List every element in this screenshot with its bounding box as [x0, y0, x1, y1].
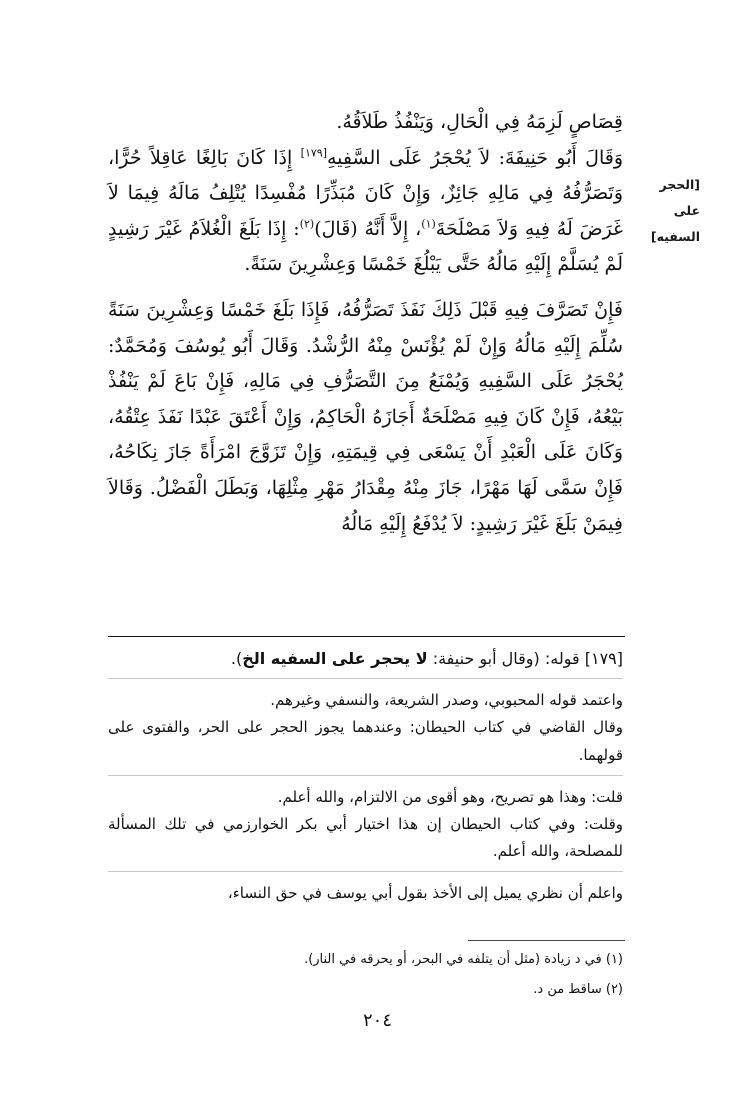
- footnote-1: [108, 945, 623, 975]
- footnotes: [108, 945, 623, 1005]
- footnote-divider: [468, 940, 625, 941]
- commentary-reference: [١٧٩]: [300, 146, 327, 160]
- commentary-line-1: واعتمد قوله المحبوبي، وصدر الشريعة، والنسفي وغيرهم.: [270, 691, 623, 710]
- commentary-line-5: واعلم أن نظري يميل إلى الأخذ بقول أبي يوسف في حق النساء،: [227, 884, 623, 903]
- footnote-2-number: (٢): [605, 982, 623, 997]
- commentary-line-3: قلت: وهذا هو تصريح، وهو أقوى من الالتزام، والله أعلم.: [277, 787, 623, 806]
- para2-text-a: وَقَالَ أَبُو حَنِيفَةَ: لاَ يُحْجَرُ عَلَى السَّفِيهِ: [327, 146, 624, 169]
- commentary-line-4: وقلت: وفي كتاب الحيطان إن هذا اختيار أبي بكر الخوارزمي في تلك المسألة للمصلحة، والله أعلم.: [108, 815, 623, 861]
- footnote-marker-1: (١): [421, 217, 436, 231]
- main-paragraph-1: قِصَاصٍ لَزِمَهُ فِي الْحَالِ، وَيَنْفُذُ طَلاَقُهُ.: [336, 111, 623, 133]
- commentary-ref: [١٧٩]: [584, 649, 623, 668]
- commentary-separator: [108, 871, 623, 873]
- marginal-heading: [الحجر على السفيه]: [650, 177, 700, 244]
- commentary-separator: [108, 678, 623, 680]
- main-paragraph-2: [108, 141, 623, 283]
- para2-text-d: : إِذَا بَلَغَ الْغُلاَمُ غَيْرَ رَشِيدٍ لَمْ يُسَلَّمْ إِلَيْهِ مَالُهُ حَتَّى يَبْلُغَ خَمْسًا وَعِشْرِينَ سَنَةً.: [108, 217, 623, 276]
- commentary-line-2: وقال القاضي في كتاب الحيطان: وعندهما يجوز الحجر على الحر، والفتوى على قولهما.: [108, 718, 623, 764]
- commentary-divider: [108, 636, 625, 637]
- footnote-2-text: ساقط من د.: [533, 982, 602, 997]
- footnote-1-text: في د زيادة (مثل أن يتلفه في البحر، أو يحرقه في النار).: [304, 952, 602, 967]
- commentary-intro: قوله: (وقال أبو حنيفة:: [427, 649, 580, 668]
- commentary-separator: [108, 775, 623, 777]
- para2-text-c: ، إِلاَّ أَنَّهُ (قَالَ): [314, 217, 422, 240]
- main-paragraph-3: فَإِنْ تَصَرَّفَ فِيهِ قَبْلَ ذَلِكَ نَفَذَ تَصَرُّفُهُ، فَإِذَا بَلَغَ خَمْسًا وَعِشْرِينَ سَنَةً سُلِّمَ إِلَيْهِ مَالُهُ وَإِنْ لَمْ يُؤْنَسْ مِنْهُ الرُّشْدُ. وَقَالَ أَبُو يُوسُفَ وَمُحَمَّدٌ: يُحْجَرُ عَلَى السَّفِيهِ وَيُمْنَعُ مِنَ التَّصَرُّفِ فِي مَالِهِ، فَإِنْ بَاعَ لَمْ يَنْفُذْ بَيْعُهُ، فَإِنْ كَانَ فِيهِ مَصْلَحَةٌ أَجَازَهُ الْحَاكِمُ، وَإِنْ أَعْتَقَ عَبْدًا نَفَذَ عِتْقُهُ، وَكَانَ عَلَى الْعَبْدِ أَنْ يَسْعَى فِي قِيمَتِهِ، وَإِنْ تَزَوَّجَ امْرَأَةً جَازَ نِكَاحُهُ، فَإِنْ سَمَّى لَهَا مَهْرًا، جَازَ مِنْهُ مِقْدَارُ مَهْرِ مِثْلِهَا، وَبَطَلَ الْفَضْلُ. وَقَالاَ فِيمَنْ بَلَغَ غَيْرَ رَشِيدٍ: لاَ يُدْفَعُ إِلَيْهِ مَالُهُ: [108, 298, 623, 535]
- footnote-2: [108, 975, 623, 1005]
- footnote-marker-2: (٢): [299, 217, 315, 231]
- commentary-close: ).: [230, 649, 243, 668]
- paragraph-gap: [108, 283, 623, 293]
- commentary-block: [108, 645, 623, 908]
- page-number: ٢٠٤: [362, 1010, 392, 1031]
- para2-text-b: إِذَا كَانَ بَالِغًا عَاقِلاً حُرًّا، وَتَصَرُّفُهُ فِي مَالِهِ جَائِزٌ، وَإِنْ كَانَ مُبَذِّرًا مُفْسِدًا يُتْلِفُ مَالَهُ فِيمَا لاَ غَرَضَ لَهُ فِيهِ وَلاَ مَصْلَحَةَ: [108, 146, 623, 240]
- commentary-quote: لا يحجر على السفيه الخ: [242, 649, 428, 668]
- commentary-heading: [108, 645, 623, 672]
- main-text: [108, 105, 623, 542]
- footnote-1-number: (١): [605, 952, 623, 967]
